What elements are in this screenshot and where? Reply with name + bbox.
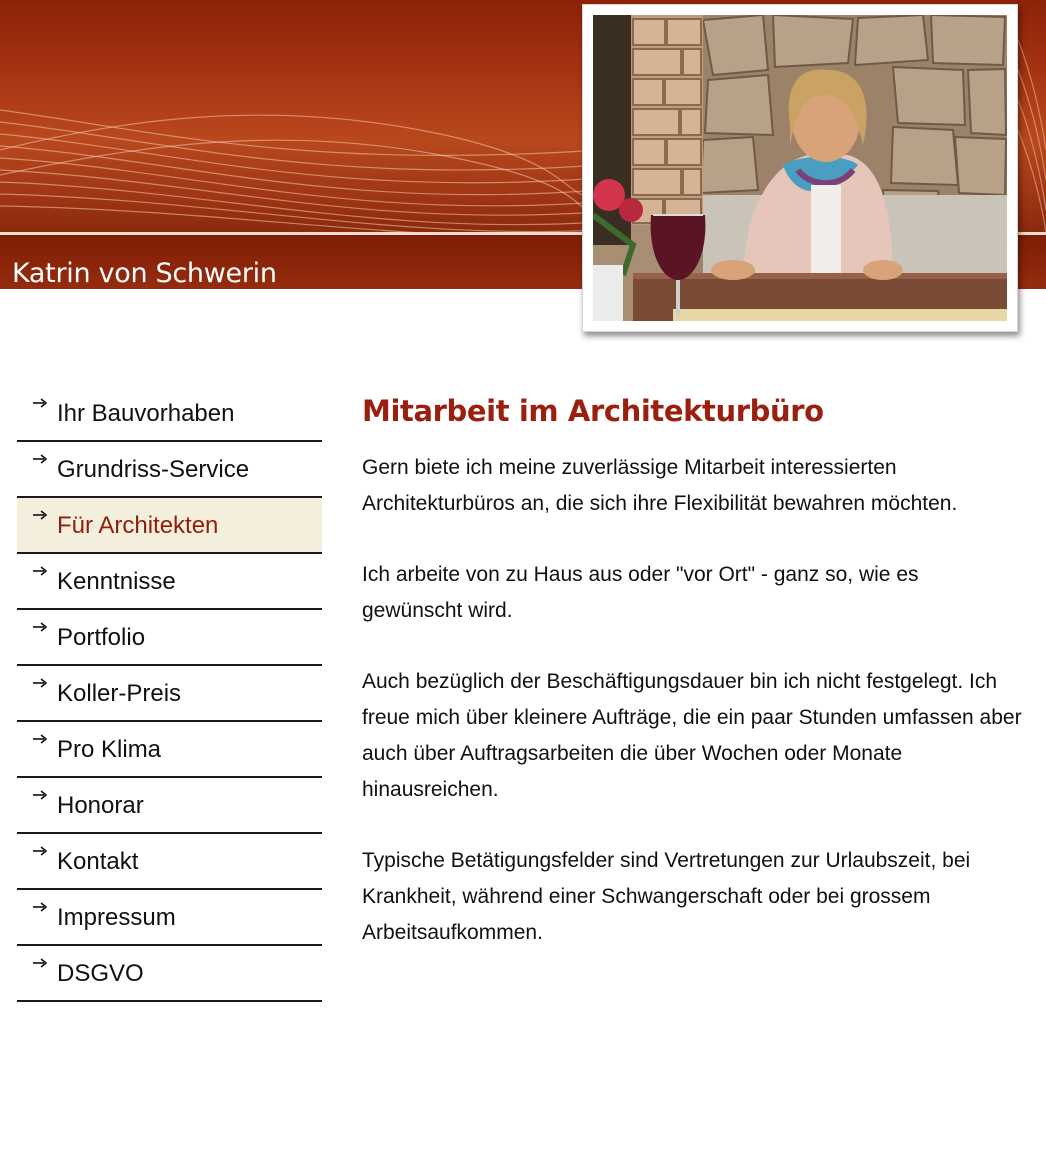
arrow-right-icon — [32, 453, 48, 465]
nav-item-portfolio[interactable] — [17, 610, 322, 666]
nav-item-impressum[interactable] — [17, 890, 322, 946]
content-paragraph: Gern biete ich meine zuverlässige Mitarbeit interessierten Architekturbüros an, die sich ihre Flexibilität bewahren möchten. — [362, 456, 958, 515]
arrow-right-icon — [32, 845, 48, 857]
nav-item-honorar[interactable] — [17, 778, 322, 834]
content-paragraph: Ich arbeite von zu Haus aus oder "vor Ort" - ganz so, wie es gewünscht wird. — [362, 563, 919, 622]
nav-item-koller-preis[interactable] — [17, 666, 322, 722]
nav-item-label: Kontakt — [57, 848, 139, 875]
nav-item-label: Portfolio — [57, 624, 146, 651]
nav-item-grundriss-service[interactable] — [17, 442, 322, 498]
nav-item-label: Grundriss-Service — [57, 456, 250, 483]
sidebar-nav — [17, 386, 322, 1002]
site-title[interactable]: Katrin von Schwerin — [12, 258, 277, 289]
arrow-right-icon — [32, 677, 48, 689]
content-paragraph: Typische Betätigungsfelder sind Vertretungen zur Urlaubszeit, bei Krankheit, während einer Schwangerschaft oder bei grossem Arbeitsaufkommen. — [362, 849, 971, 944]
nav-item-label: Für Architekten — [57, 512, 219, 539]
nav-item-label: Impressum — [57, 904, 176, 931]
arrow-right-icon — [32, 733, 48, 745]
nav-item-label: DSGVO — [57, 960, 144, 987]
nav-item-fuer-architekten[interactable] — [17, 498, 322, 554]
nav-item-kontakt[interactable] — [17, 834, 322, 890]
arrow-right-icon — [32, 789, 48, 801]
page-title: Mitarbeit im Architekturbüro — [362, 394, 824, 428]
arrow-right-icon — [32, 509, 48, 521]
nav-item-label: Kenntnisse — [57, 568, 176, 595]
nav-item-label: Honorar — [57, 792, 144, 819]
nav-item-label: Ihr Bauvorhaben — [57, 400, 235, 427]
arrow-right-icon — [32, 901, 48, 913]
main-content — [362, 394, 1022, 951]
arrow-right-icon — [32, 565, 48, 577]
arrow-right-icon — [32, 397, 48, 409]
page-header — [0, 0, 1046, 340]
arrow-right-icon — [32, 957, 48, 969]
content-paragraph: Auch bezüglich der Beschäftigungsdauer bin ich nicht festgelegt. Ich freue mich über kleinere Aufträge, die ein paar Stunden umfassen aber auch über Auftragsarbeiten die über Wochen oder Monate hinausreichen. — [362, 670, 1022, 801]
nav-item-ihr-bauvorhaben[interactable] — [17, 386, 322, 442]
header-photo — [582, 4, 1018, 332]
nav-item-label: Koller-Preis — [57, 680, 182, 707]
nav-item-kenntnisse[interactable] — [17, 554, 322, 610]
nav-item-pro-klima[interactable] — [17, 722, 322, 778]
portrait-photo — [593, 15, 1007, 321]
nav-item-dsgvo[interactable] — [17, 946, 322, 1002]
nav-item-label: Pro Klima — [57, 736, 162, 763]
arrow-right-icon — [32, 621, 48, 633]
